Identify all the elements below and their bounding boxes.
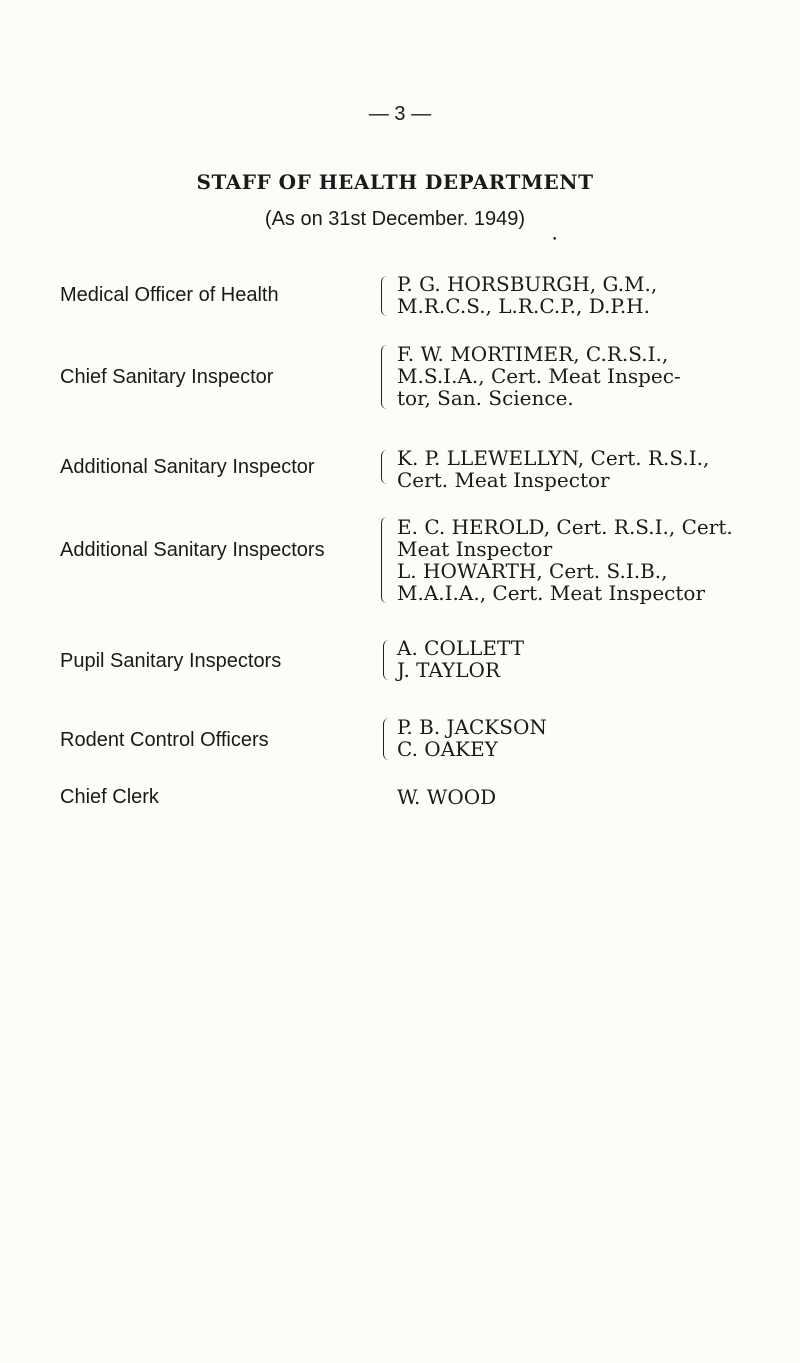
staff-name-line: C. OAKEY [397,737,498,761]
staff-name-line: tor, San. Science. [397,386,574,410]
staff-name-line: Cert. Meat Inspector [397,468,610,492]
role-label: Medical Officer of Health [60,284,279,306]
staff-name-line: Meat Inspector [397,537,553,561]
role-label: Additional Sanitary Inspectors [60,539,325,561]
role-label: Pupil Sanitary Inspectors [60,650,282,672]
page-number: — 3 — [368,103,432,125]
staff-name-line: F. W. MORTIMER, C.R.S.I., [397,342,669,366]
staff-name-line: J. TAYLOR [397,658,500,682]
staff-name-line: A. COLLETT [397,636,525,660]
role-label: Rodent Control Officers [60,729,269,751]
staff-name-line: E. C. HEROLD, Cert. R.S.I., Cert. [397,515,733,539]
staff-name-line: M.R.C.S., L.R.C.P., D.P.H. [397,294,650,318]
staff-names [397,447,709,491]
role-label: Chief Sanitary Inspector [60,366,274,388]
page-subtitle: (As on 31st December. 1949) [264,208,526,230]
staff-names [397,786,496,808]
staff-names [397,716,547,760]
brace [381,517,389,603]
staff-name-line: W. WOOD [397,785,497,809]
role-label: Additional Sanitary Inspector [60,456,315,478]
brace [383,718,391,760]
staff-name-line: M.A.I.A., Cert. Meat Inspector [397,581,706,605]
page-title: STAFF OF HEALTH DEPARTMENT [196,170,594,194]
staff-name-line: K. P. LLEWELLYN, Cert. R.S.I., [397,446,710,470]
brace [381,450,389,484]
staff-name-line: P. G. HORSBURGH, G.M., [397,272,658,296]
role-label: Chief Clerk [60,786,159,808]
brace [381,345,389,409]
staff-name-line: P. B. JACKSON [397,715,547,739]
staff-name-line: L. HOWARTH, Cert. S.I.B., [397,559,668,583]
staff-names [397,637,524,681]
brace [383,640,391,680]
ink-mark: • [552,235,558,245]
staff-names [397,343,681,409]
brace [381,276,389,316]
staff-name-line: M.S.I.A., Cert. Meat Inspec- [397,364,681,388]
staff-names [397,516,733,604]
staff-names [397,273,657,317]
